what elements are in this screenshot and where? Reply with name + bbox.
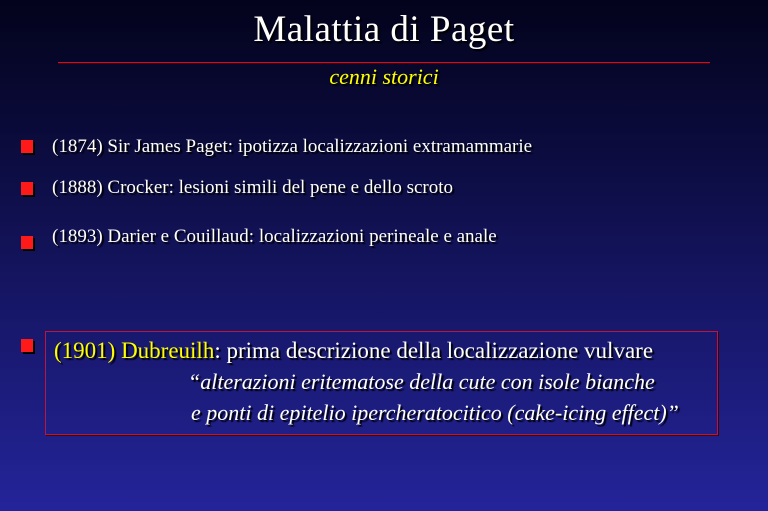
quote-line-2: e ponti di epitelio ipercheratocitico (cake-icing effect)” [191, 400, 679, 425]
title-divider [58, 62, 710, 63]
quote-line-1: “alterazioni eritematose della cute con isole bianche [188, 369, 655, 394]
bullet-marker-icon [21, 182, 33, 195]
slide-title: Malattia di Paget [253, 9, 515, 50]
bullet-text-1893: (1893) Darier e Couillaud: localizzazioni perineale e anale [52, 226, 497, 247]
bullet-text-1888: (1888) Crocker: lesioni simili del pene e dello scroto [52, 177, 454, 198]
bullet-marker-icon [21, 339, 33, 352]
dubreuilh-highlight: (1901) Dubreuilh [54, 338, 215, 363]
bullet-marker-icon [21, 140, 33, 153]
bullet-marker-icon [21, 236, 33, 249]
slide-subtitle: cenni storici [329, 64, 439, 89]
bullet-text-1874: (1874) Sir James Paget: ipotizza localizzazioni extramammarie [52, 136, 533, 157]
dubreuilh-description: : prima descrizione della localizzazione vulvare [214, 338, 654, 363]
